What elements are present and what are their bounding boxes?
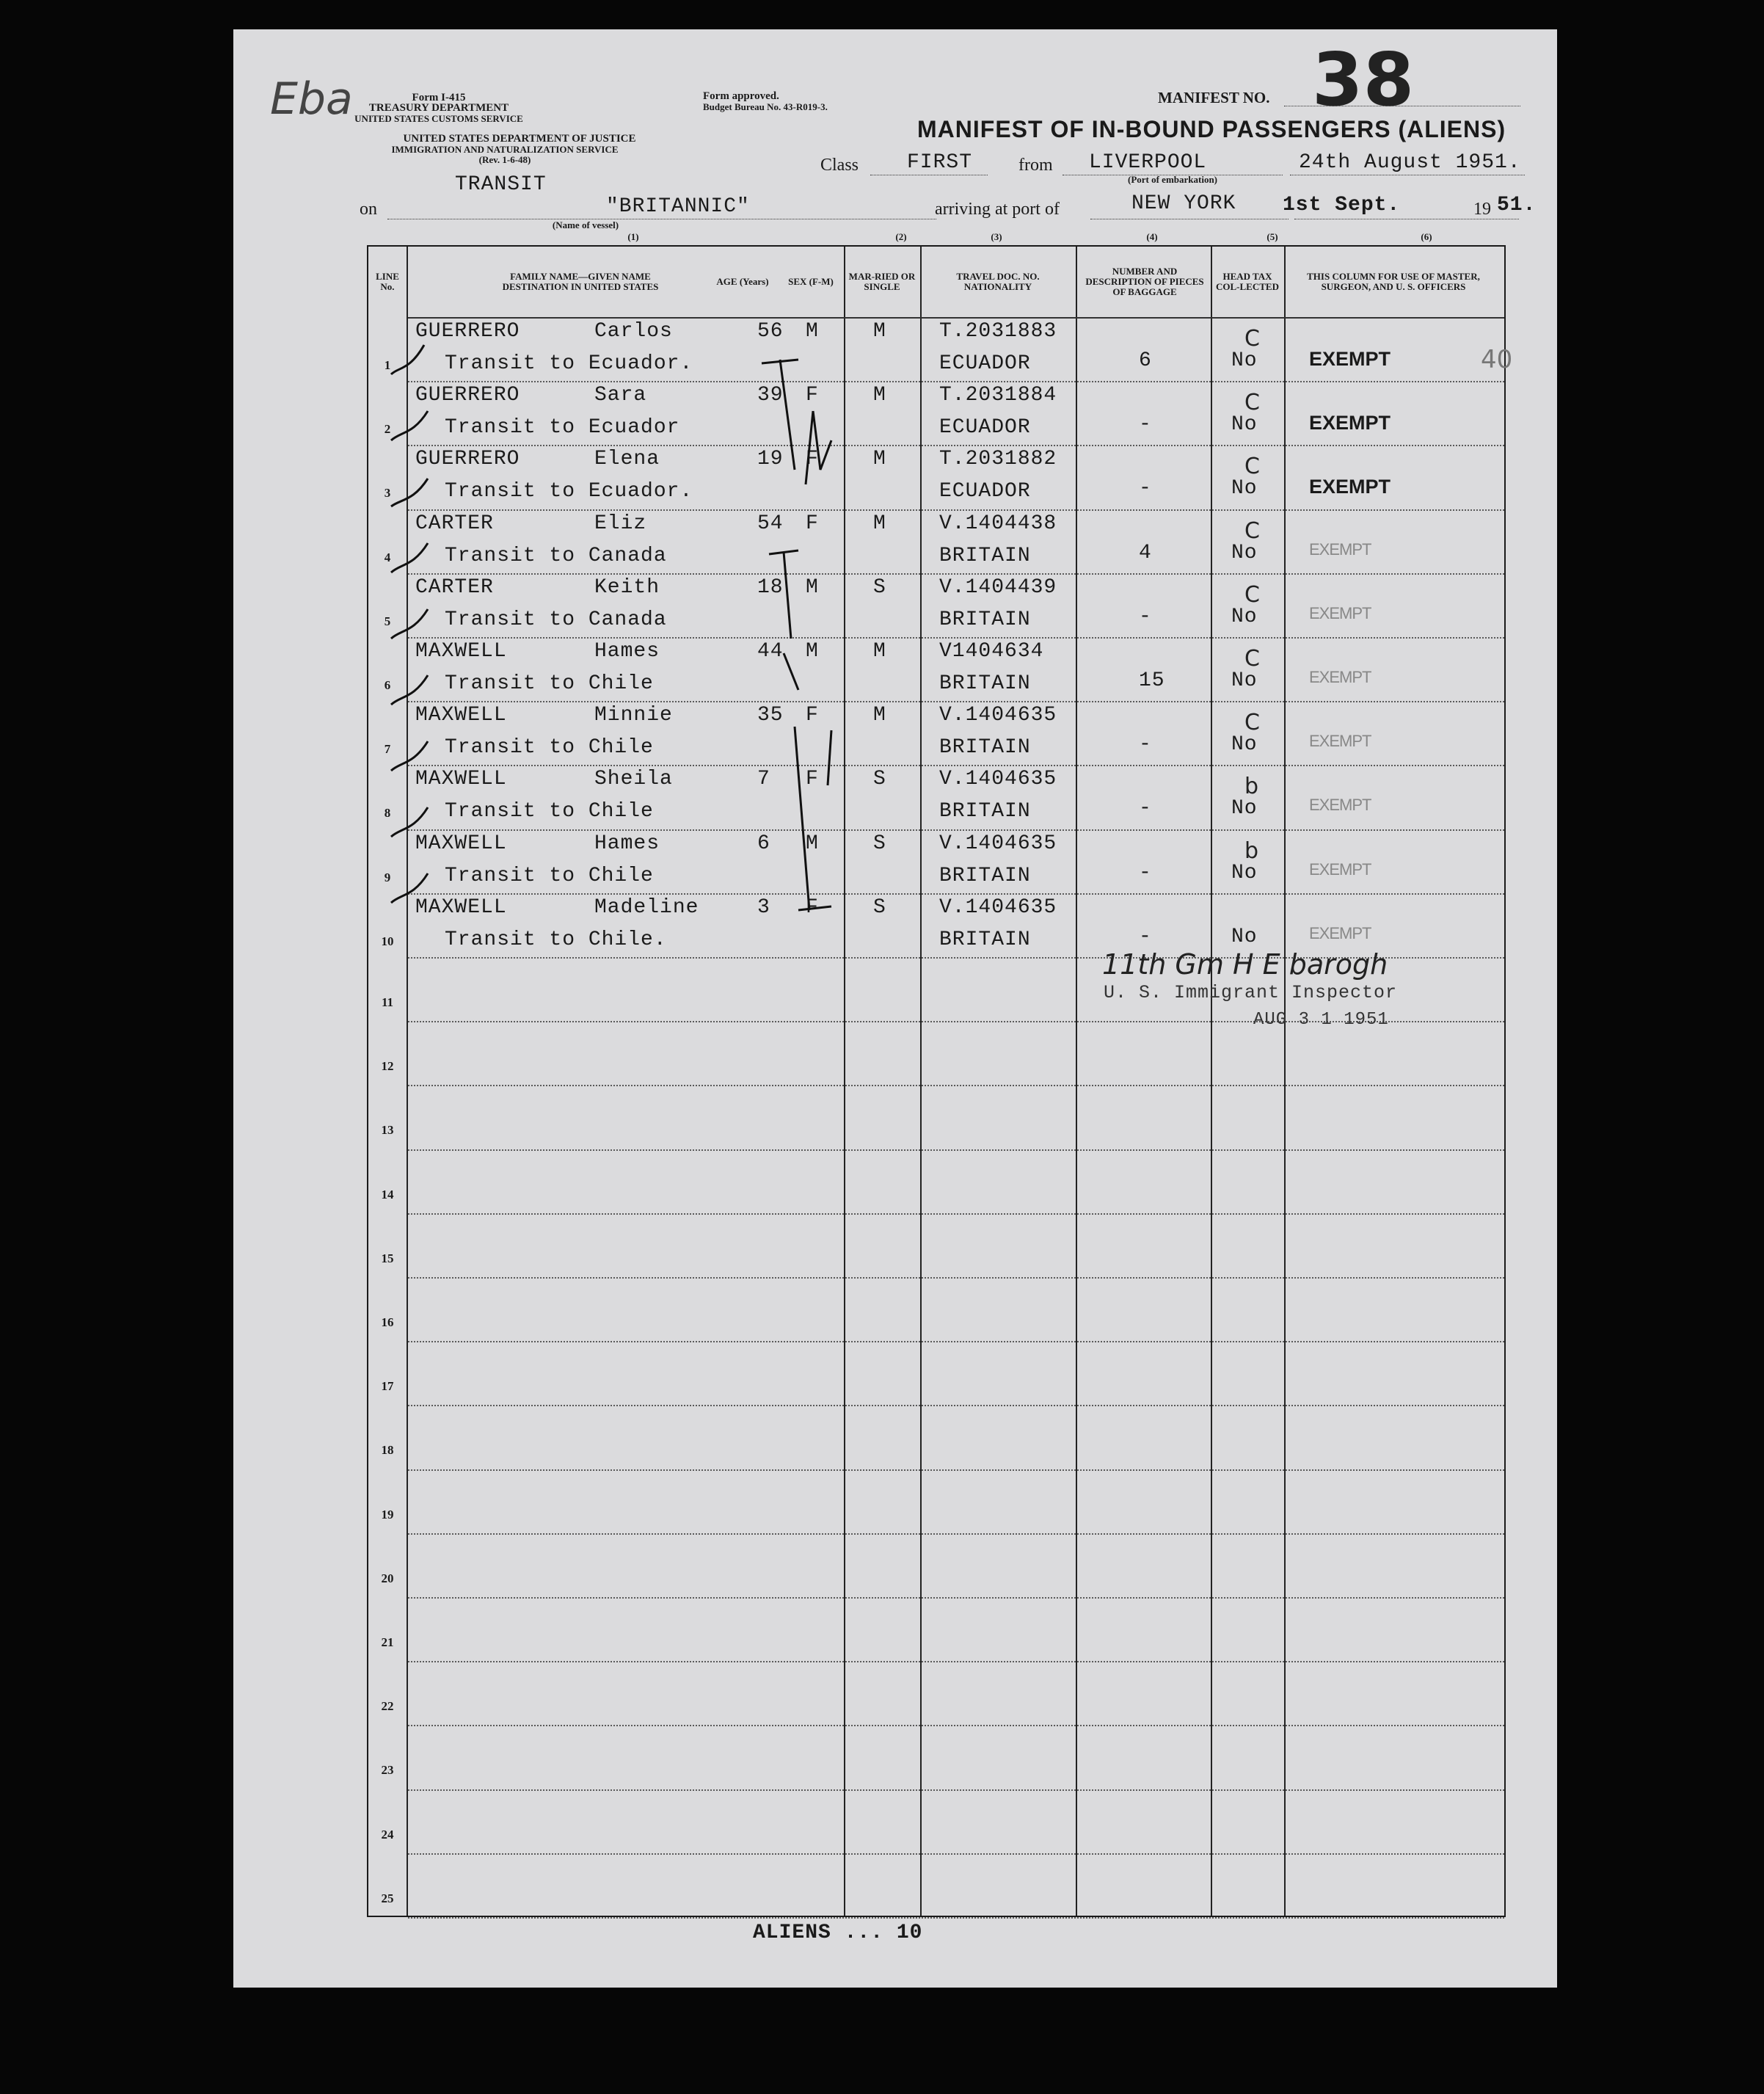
officer-stamp: EXEMPT <box>1309 668 1371 686</box>
officer-stamp: EXEMPT <box>1309 732 1371 751</box>
destination: Transit to Canada <box>445 608 667 631</box>
travel-doc-no: V.1404439 <box>939 575 1057 599</box>
form-number: Form I-415 <box>412 92 466 103</box>
line-number: 25 <box>381 1891 394 1905</box>
travel-doc-no: V.1404635 <box>939 895 1057 919</box>
sex: M <box>806 640 819 663</box>
marital-status: M <box>873 448 886 471</box>
nationality: ECUADOR <box>939 352 1031 375</box>
line-number: 16 <box>381 1315 394 1329</box>
header-nationality: NATIONALITY <box>963 281 1032 292</box>
stamp-40: 40 <box>1481 345 1513 374</box>
justice-dept: UNITED STATES DEPARTMENT OF JUSTICE <box>403 133 636 145</box>
given-name: Madeline <box>594 895 699 919</box>
page-title: MANIFEST OF IN-BOUND PASSENGERS (ALIENS) <box>917 116 1506 142</box>
manifest-no-label: MANIFEST NO. <box>1158 89 1270 106</box>
family-name: MAXWELL <box>415 768 507 791</box>
vessel-caption: (Name of vessel) <box>552 219 619 230</box>
line-number: 12 <box>381 1059 394 1074</box>
family-name: MAXWELL <box>415 895 507 919</box>
travel-doc-no: V1404634 <box>939 640 1044 663</box>
family-name: CARTER <box>415 575 494 599</box>
line-number: 13 <box>381 1123 394 1138</box>
header-line-no: LINE No. <box>376 271 399 292</box>
officer-stamp: EXEMPT <box>1309 923 1371 942</box>
officer-stamp: EXEMPT <box>1309 539 1371 559</box>
line-number: 21 <box>381 1635 394 1649</box>
line-number: 5 <box>384 614 391 628</box>
nationality: ECUADOR <box>939 416 1031 440</box>
line-number: 24 <box>381 1827 394 1842</box>
marital-status: S <box>873 575 886 599</box>
baggage-count: - <box>1139 733 1152 757</box>
destination: Transit to Chile <box>445 736 654 760</box>
head-tax-mark: b <box>1244 837 1259 864</box>
nationality: BRITAIN <box>939 800 1031 824</box>
nationality: ECUADOR <box>939 480 1031 503</box>
destination: Transit to Chile <box>445 672 654 695</box>
officer-stamp: EXEMPT <box>1309 603 1371 622</box>
head-tax-mark: C <box>1244 390 1260 416</box>
header-sex: SEX (F-M) <box>788 276 834 287</box>
sex: M <box>806 575 819 599</box>
head-tax: No <box>1231 605 1258 628</box>
header-age: AGE (Years) <box>716 276 769 287</box>
form-approved: Form approved. <box>703 90 779 102</box>
marital-status: S <box>873 895 886 919</box>
line-number: 3 <box>384 486 391 501</box>
embarkation-port: LIVERPOOL <box>1089 151 1207 174</box>
col-num-5: (5) <box>1266 231 1278 242</box>
officer-stamp: EXEMPT <box>1309 348 1391 370</box>
head-tax-mark: C <box>1244 326 1260 352</box>
marital-status: M <box>873 384 886 407</box>
sex: F <box>806 512 819 535</box>
header-married: MAR-RIED OR SINGLE <box>848 271 916 292</box>
inspector-date: AUG 3 1 1951 <box>1253 1010 1389 1030</box>
line-number: 17 <box>381 1379 394 1394</box>
inspector-title: U. S. Immigrant Inspector <box>1104 982 1398 1003</box>
given-name: Carlos <box>594 320 673 343</box>
head-tax-mark: C <box>1244 646 1260 672</box>
marital-status: M <box>873 704 886 727</box>
col-num-6: (6) <box>1421 231 1432 242</box>
baggage-count: - <box>1139 413 1152 437</box>
arrival-port: NEW YORK <box>1131 192 1236 215</box>
age: 35 <box>757 704 784 727</box>
sex: F <box>806 768 819 791</box>
age: 54 <box>757 512 784 535</box>
manifest-page <box>233 29 1557 1988</box>
given-name: Sheila <box>594 768 673 791</box>
sex: F <box>806 704 819 727</box>
travel-doc-no: V.1404438 <box>939 512 1057 535</box>
nationality: BRITAIN <box>939 608 1031 631</box>
destination: Transit to Chile. <box>445 928 667 951</box>
revision: (Rev. 1-6-48) <box>478 154 531 165</box>
head-tax: No <box>1231 349 1258 372</box>
destination: Transit to Chile <box>445 800 654 824</box>
sex: F <box>806 384 819 407</box>
line-number: 9 <box>384 870 391 884</box>
given-name: Elena <box>594 448 660 471</box>
line-number: 1 <box>384 358 391 372</box>
class-value: FIRST <box>907 151 973 174</box>
family-name: CARTER <box>415 512 494 535</box>
nationality: BRITAIN <box>939 672 1031 695</box>
head-tax-mark: b <box>1244 774 1259 800</box>
head-tax: No <box>1231 477 1258 501</box>
baggage-count: - <box>1139 861 1152 884</box>
transit-label: TRANSIT <box>455 173 547 196</box>
given-name: Keith <box>594 575 660 599</box>
head-tax-mark: C <box>1244 581 1260 608</box>
line-number: 23 <box>381 1763 394 1778</box>
line-number: 19 <box>381 1507 394 1522</box>
baggage-count: 4 <box>1139 541 1152 564</box>
line-number: 2 <box>384 422 391 437</box>
destination: Transit to Chile <box>445 864 654 887</box>
destination: Transit to Ecuador <box>445 416 680 440</box>
age: 56 <box>757 320 784 343</box>
col-num-3: (3) <box>991 231 1002 242</box>
sex: M <box>806 320 819 343</box>
given-name: Hames <box>594 832 660 855</box>
head-tax-mark: C <box>1244 517 1260 544</box>
inspector-signature: 11th Gm H E barogh <box>1102 948 1388 981</box>
travel-doc-no: V.1404635 <box>939 704 1057 727</box>
family-name: MAXWELL <box>415 640 507 663</box>
head-tax: No <box>1231 733 1258 757</box>
ins-service: IMMIGRATION AND NATURALIZATION SERVICE <box>391 144 619 155</box>
head-tax: No <box>1231 797 1258 821</box>
sex: M <box>806 832 819 855</box>
officer-stamp: EXEMPT <box>1309 476 1391 498</box>
year-prefix: 19 <box>1473 200 1491 219</box>
header-travel-doc: TRAVEL DOC. NO. <box>956 271 1040 282</box>
travel-doc-no: T.2031884 <box>939 384 1057 407</box>
baggage-count: - <box>1139 477 1152 501</box>
head-tax: No <box>1231 669 1258 692</box>
customs-service: UNITED STATES CUSTOMS SERVICE <box>354 113 523 124</box>
age: 19 <box>757 448 784 471</box>
family-name: GUERRERO <box>415 384 520 407</box>
sex: F <box>806 895 819 919</box>
destination: Transit to Ecuador. <box>445 480 693 503</box>
embarkation-date: 24th August 1951. <box>1299 151 1521 174</box>
header-family-name: FAMILY NAME—GIVEN NAME <box>510 271 651 282</box>
handwritten-annotation: Eba <box>270 73 353 125</box>
baggage-count: - <box>1139 605 1152 628</box>
tick-marks <box>391 345 428 903</box>
baggage-count: - <box>1139 925 1152 948</box>
baggage-count: 15 <box>1139 669 1165 692</box>
nationality: BRITAIN <box>939 928 1031 951</box>
line-number: 4 <box>384 550 391 564</box>
header-baggage: NUMBER AND DESCRIPTION OF PIECES OF BAGGAGE <box>1085 266 1204 297</box>
nationality: BRITAIN <box>939 544 1031 567</box>
age: 3 <box>757 895 770 919</box>
age: 39 <box>757 384 784 407</box>
officer-stamp: EXEMPT <box>1309 412 1391 435</box>
col-num-4: (4) <box>1146 231 1158 242</box>
given-name: Minnie <box>594 704 673 727</box>
from-label: from <box>1018 156 1053 175</box>
line-number: 11 <box>381 995 394 1009</box>
header-destination: DESTINATION IN UNITED STATES <box>502 281 659 292</box>
marital-status: S <box>873 768 886 791</box>
budget-bureau: Budget Bureau No. 43-R019-3. <box>703 101 828 112</box>
family-name: MAXWELL <box>415 832 507 855</box>
nationality: BRITAIN <box>939 736 1031 760</box>
arrival-date: 1st Sept. <box>1283 194 1401 217</box>
col-num-2: (2) <box>895 231 907 242</box>
family-name: MAXWELL <box>415 704 507 727</box>
travel-doc-no: T.2031882 <box>939 448 1057 471</box>
header-officers: THIS COLUMN FOR USE OF MASTER, SURGEON, AND U. S. OFFICERS <box>1307 271 1480 292</box>
class-label: Class <box>820 156 859 175</box>
age: 18 <box>757 575 784 599</box>
line-number: 10 <box>381 934 394 948</box>
col-num-1: (1) <box>627 231 639 242</box>
marital-status: S <box>873 832 886 855</box>
head-tax: No <box>1231 861 1258 884</box>
head-tax: No <box>1231 413 1258 437</box>
nationality: BRITAIN <box>939 864 1031 887</box>
footer-aliens-count: ALIENS ... 10 <box>753 1922 923 1944</box>
officer-stamp: EXEMPT <box>1309 859 1371 879</box>
travel-doc-no: T.2031883 <box>939 320 1057 343</box>
age: 44 <box>757 640 784 663</box>
line-number: 8 <box>384 806 391 821</box>
given-name: Hames <box>594 640 660 663</box>
travel-doc-no: V.1404635 <box>939 832 1057 855</box>
line-number: 14 <box>381 1187 394 1201</box>
family-brackets <box>762 360 831 910</box>
baggage-count: - <box>1139 797 1152 821</box>
head-tax: No <box>1231 925 1258 948</box>
officer-stamp: EXEMPT <box>1309 796 1371 815</box>
given-name: Eliz <box>594 512 647 535</box>
head-tax-mark: C <box>1244 454 1260 480</box>
arriving-label: arriving at port of <box>935 200 1060 219</box>
marital-status: M <box>873 320 886 343</box>
check-marks <box>233 29 1557 1988</box>
line-number: 20 <box>381 1571 394 1585</box>
line-number: 6 <box>384 678 391 692</box>
marital-status: M <box>873 640 886 663</box>
vessel-name: "BRITANNIC" <box>606 195 750 218</box>
on-label: on <box>360 200 377 219</box>
age: 7 <box>757 768 770 791</box>
sex: F <box>806 448 819 471</box>
baggage-count: 6 <box>1139 349 1152 372</box>
line-number: 18 <box>381 1443 394 1458</box>
header-head-tax: HEAD TAX COL-LECTED <box>1216 271 1279 292</box>
line-number: 15 <box>381 1251 394 1265</box>
embarkation-caption: (Port of embarkation) <box>1127 174 1218 185</box>
given-name: Sara <box>594 384 647 407</box>
line-number: 22 <box>381 1699 394 1714</box>
destination: Transit to Ecuador. <box>445 352 693 375</box>
manifest-number: 38 <box>1312 37 1415 123</box>
family-name: GUERRERO <box>415 320 520 343</box>
travel-doc-no: V.1404635 <box>939 768 1057 791</box>
age: 6 <box>757 832 770 855</box>
destination: Transit to Canada <box>445 544 667 567</box>
head-tax-mark: C <box>1244 710 1260 736</box>
marital-status: M <box>873 512 886 535</box>
family-name: GUERRERO <box>415 448 520 471</box>
head-tax: No <box>1231 541 1258 564</box>
arrival-year: 51. <box>1497 194 1537 217</box>
treasury-dept: TREASURY DEPARTMENT <box>368 102 509 114</box>
line-number: 7 <box>384 742 391 757</box>
